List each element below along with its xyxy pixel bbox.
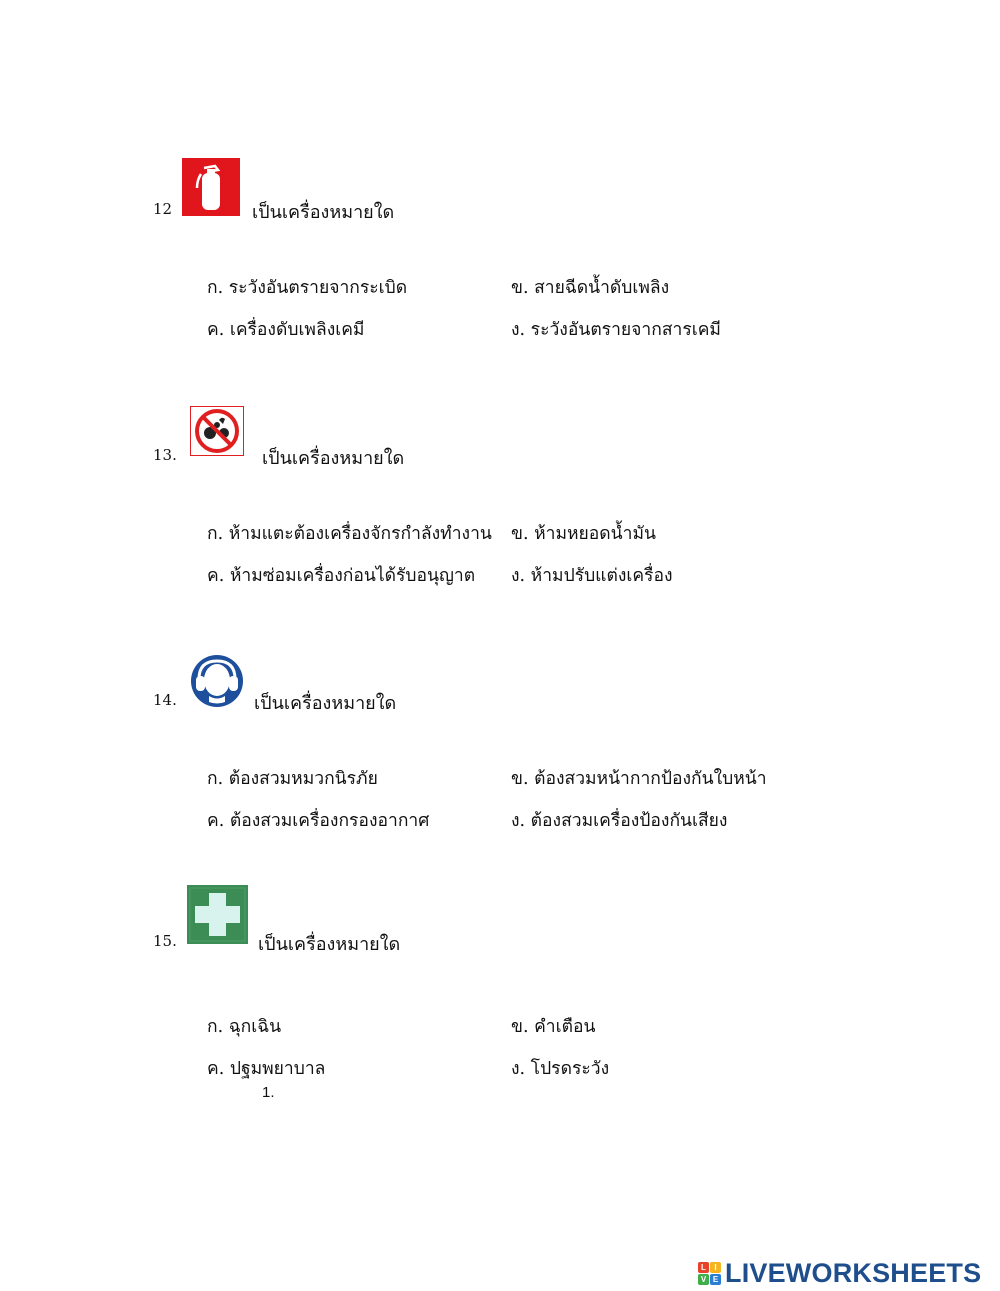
- question-prompt: เป็นเครื่องหมายใด: [258, 934, 401, 955]
- brand-name: LIVEWORKSHEETS: [725, 1258, 982, 1288]
- option-a[interactable]: ก. ฉุกเฉิน: [207, 1017, 282, 1037]
- question-prompt: เป็นเครื่องหมายใด: [262, 448, 405, 469]
- liveworksheets-logo[interactable]: [698, 1258, 981, 1289]
- question-number: 13.: [153, 446, 177, 464]
- option-b[interactable]: ข. ต้องสวมหน้ากากป้องกันใบหน้า: [511, 769, 767, 789]
- question-prompt: เป็นเครื่องหมายใด: [254, 693, 397, 714]
- option-b[interactable]: ข. สายฉีดน้ำดับเพลิง: [511, 278, 670, 298]
- ear-protection-sign-icon: [189, 654, 245, 708]
- fire-extinguisher-sign-icon: [182, 158, 240, 216]
- option-d[interactable]: ง. ระวังอันตรายจากสารเคมี: [511, 320, 721, 340]
- question-number: 12: [153, 200, 173, 218]
- list-number: 1.: [262, 1084, 275, 1101]
- option-b[interactable]: ข. ห้ามหยอดน้ำมัน: [511, 524, 656, 544]
- option-d[interactable]: ง. โปรดระวัง: [511, 1059, 610, 1079]
- option-a[interactable]: ก. ห้ามแตะต้องเครื่องจักรกำลังทำงาน: [207, 524, 492, 544]
- option-c[interactable]: ค. เครื่องดับเพลิงเคมี: [207, 320, 365, 340]
- option-a[interactable]: ก. ระวังอันตรายจากระเบิด: [207, 278, 408, 298]
- question-prompt: เป็นเครื่องหมายใด: [252, 202, 395, 223]
- logo-badge-icon: L I V E: [698, 1262, 721, 1285]
- option-a[interactable]: ก. ต้องสวมหมวกนิรภัย: [207, 769, 378, 789]
- option-d[interactable]: ง. ห้ามปรับแต่งเครื่อง: [511, 566, 673, 586]
- no-touch-machinery-sign-icon: [190, 406, 244, 456]
- option-c[interactable]: ค. ต้องสวมเครื่องกรองอากาศ: [207, 811, 430, 831]
- option-d[interactable]: ง. ต้องสวมเครื่องป้องกันเสียง: [511, 811, 728, 831]
- question-number: 15.: [153, 932, 177, 950]
- option-c[interactable]: ค. ปฐมพยาบาล: [207, 1059, 326, 1079]
- option-b[interactable]: ข. คำเตือน: [511, 1017, 596, 1037]
- question-number: 14.: [153, 691, 177, 709]
- first-aid-sign-icon: [187, 885, 248, 944]
- option-c[interactable]: ค. ห้ามซ่อมเครื่องก่อนได้รับอนุญาต: [207, 566, 476, 586]
